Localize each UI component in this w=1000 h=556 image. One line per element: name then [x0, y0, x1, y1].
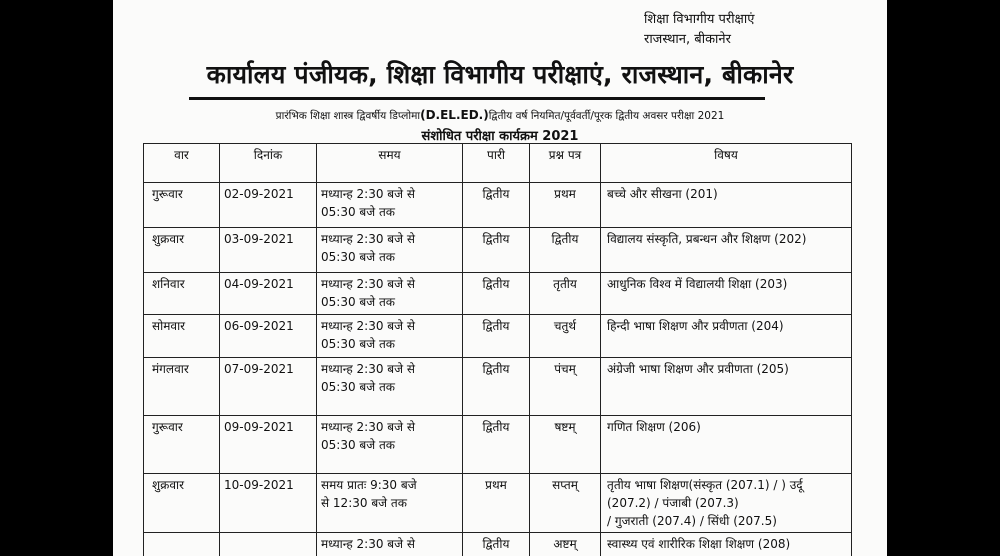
- time-line2: 05:30 बजे तक: [321, 380, 396, 394]
- time-line1: मध्यान्ह 2:30 बजे से: [321, 277, 415, 291]
- cell-date: 03-09-2021: [220, 228, 317, 273]
- cell-subject: विद्यालय संस्कृति, प्रबन्धन और शिक्षण (202): [601, 228, 852, 273]
- subject-line1: तृतीय भाषा शिक्षण(संस्कृत (207.1) / ) उर्दू: [607, 478, 803, 492]
- cell-time: [317, 315, 463, 358]
- cell-day: मंगलवार: [144, 358, 220, 416]
- cell-shift: द्वितीय: [463, 416, 530, 474]
- time-line2: 05:30 बजे तक: [321, 250, 396, 264]
- cell-date: 06-09-2021: [220, 315, 317, 358]
- office-address: [644, 10, 754, 50]
- cell-time: [317, 273, 463, 315]
- table-row: [144, 315, 852, 358]
- subtitle-code: (D.EL.ED.): [420, 108, 489, 122]
- heading-underline: [189, 97, 765, 100]
- time-line2: 05:30 बजे तक: [321, 205, 396, 219]
- table-row: [144, 474, 852, 533]
- time-line1: मध्यान्ह 2:30 बजे से: [321, 232, 415, 246]
- time-line1: मध्यान्ह 2:30 बजे से: [321, 420, 415, 434]
- cell-subject: अंग्रेजी भाषा शिक्षण और प्रवीणता (205): [601, 358, 852, 416]
- time-line1: मध्यान्ह 2:30 बजे से: [321, 187, 415, 201]
- cell-shift: द्वितीय: [463, 358, 530, 416]
- header-day: वार: [144, 144, 220, 183]
- time-line1: समय प्रातः 9:30 बजे: [321, 478, 417, 492]
- time-line2: 05:30 बजे तक: [321, 295, 396, 309]
- time-line1: मध्यान्ह 2:30 बजे से: [321, 362, 415, 376]
- cell-shift: प्रथम: [463, 474, 530, 533]
- cell-time: [317, 183, 463, 228]
- table-row: [144, 228, 852, 273]
- cell-time: [317, 474, 463, 533]
- cell-shift: द्वितीय: [463, 533, 530, 556]
- time-line2: 05:30 बजे तक: [321, 438, 396, 452]
- cell-date: 04-09-2021: [220, 273, 317, 315]
- cell-time: [317, 228, 463, 273]
- cell-day: शनिवार: [144, 273, 220, 315]
- cell-day: गुरूवार: [144, 416, 220, 474]
- cell-date: 02-09-2021: [220, 183, 317, 228]
- cell-date: [220, 533, 317, 556]
- document-heading: कार्यालय पंजीयक, शिक्षा विभागीय परीक्षाएं, राजस्थान, बीकानेर: [206, 60, 794, 89]
- cell-paper: षष्टम्: [530, 416, 601, 474]
- subject-line2: (207.2) / पंजाबी (207.3): [607, 496, 739, 510]
- cell-subject: आधुनिक विश्व में विद्यालयी शिक्षा (203): [601, 273, 852, 315]
- office-address-line1: शिक्षा विभागीय परीक्षाएं: [644, 12, 755, 27]
- header-paper: प्रश्न पत्र: [530, 144, 601, 183]
- exam-subtitle: [113, 108, 887, 123]
- cell-paper: सप्तम्: [530, 474, 601, 533]
- time-line2: से 12:30 बजे तक: [321, 496, 407, 510]
- table-row: [144, 533, 852, 556]
- cell-shift: द्वितीय: [463, 273, 530, 315]
- cell-shift: द्वितीय: [463, 228, 530, 273]
- cell-time: मध्यान्ह 2:30 बजे से: [317, 533, 463, 556]
- cell-paper: तृतीय: [530, 273, 601, 315]
- cell-shift: द्वितीय: [463, 183, 530, 228]
- cell-day: [144, 533, 220, 556]
- cell-day: गुरूवार: [144, 183, 220, 228]
- cell-day: सोमवार: [144, 315, 220, 358]
- cell-paper: पंचम्: [530, 358, 601, 416]
- header-date: दिनांक: [220, 144, 317, 183]
- cell-shift: द्वितीय: [463, 315, 530, 358]
- cell-time: [317, 358, 463, 416]
- revised-schedule-title: संशोधित परीक्षा कार्यक्रम 2021: [421, 129, 579, 144]
- cell-day: शुक्रवार: [144, 474, 220, 533]
- table-row: [144, 273, 852, 315]
- table-row: [144, 183, 852, 228]
- office-address-line2: राजस्थान, बीकानेर: [644, 32, 731, 47]
- cell-subject: गणित शिक्षण (206): [601, 416, 852, 474]
- cell-date: 10-09-2021: [220, 474, 317, 533]
- header-subject: विषय: [601, 144, 852, 183]
- time-line2: 05:30 बजे तक: [321, 337, 396, 351]
- header-shift: पारी: [463, 144, 530, 183]
- cell-subject: [601, 474, 852, 533]
- cell-date: 09-09-2021: [220, 416, 317, 474]
- cell-paper: प्रथम: [530, 183, 601, 228]
- cell-paper: द्वितीय: [530, 228, 601, 273]
- table-row: [144, 416, 852, 474]
- subject-line3: / गुजराती (207.4) / सिंधी (207.5): [607, 514, 777, 528]
- exam-schedule-table: [143, 143, 852, 556]
- header-time: समय: [317, 144, 463, 183]
- cell-subject: बच्चे और सीखना (201): [601, 183, 852, 228]
- cell-subject: स्वास्थ्य एवं शारीरिक शिक्षा शिक्षण (208): [601, 533, 852, 556]
- cell-time: [317, 416, 463, 474]
- cell-subject: हिन्दी भाषा शिक्षण और प्रवीणता (204): [601, 315, 852, 358]
- subtitle-before: प्रारंभिक शिक्षा शास्त्र द्विवर्षीय डिप्लोमा: [275, 110, 421, 122]
- subtitle-after: द्वितीय वर्ष नियमित/पूर्ववर्ती/पूरक द्वितीय अवसर परीक्षा 2021: [488, 110, 725, 122]
- table-header-row: [144, 144, 852, 183]
- cell-paper: अष्टम्: [530, 533, 601, 556]
- table-row: [144, 358, 852, 416]
- cell-date: 07-09-2021: [220, 358, 317, 416]
- cell-paper: चतुर्थ: [530, 315, 601, 358]
- document-page: [113, 0, 887, 556]
- time-line1: मध्यान्ह 2:30 बजे से: [321, 319, 415, 333]
- cell-day: शुक्रवार: [144, 228, 220, 273]
